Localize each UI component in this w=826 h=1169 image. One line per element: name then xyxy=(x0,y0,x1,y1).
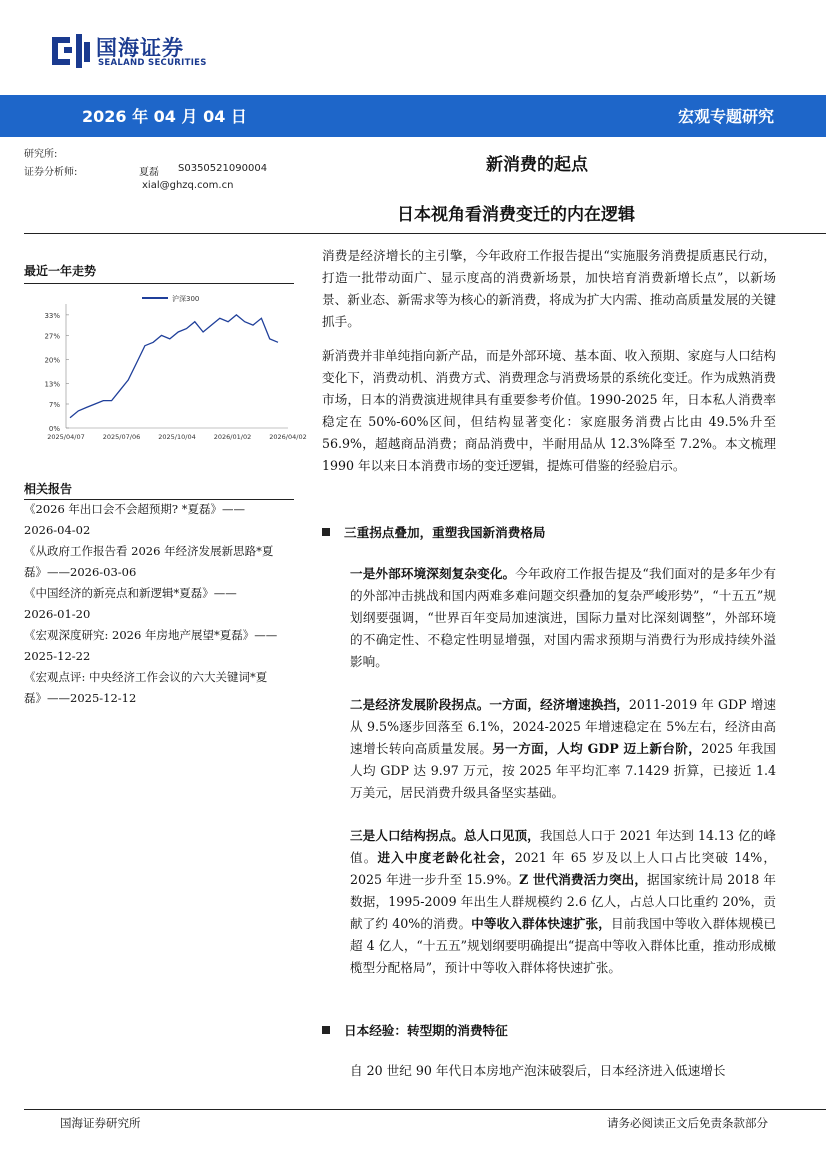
report-category: 宏观专题研究 xyxy=(677,107,774,126)
footer-right: 请务必阅读正文后免责条款部分 xyxy=(607,1116,768,1130)
trend-heading: 最近一年走势 xyxy=(24,264,97,278)
analyst-name: 夏磊 xyxy=(139,167,159,178)
x-tick-label: 2025/04/07 xyxy=(47,433,85,441)
analyst-email[interactable]: xial@ghzq.com.cn xyxy=(142,180,234,191)
paragraph-1: 消费是经济增长的主引擎，今年政府工作报告提出“实施服务消费提质惠民行动，打造一批带动面广、显示度高的消费新场景，加快培育消费新增长点”，以新场景、新业态、新需求等为核心的新消费，将成为扩大内需、推动高质量发展的关键抓手。 xyxy=(322,248,776,329)
paragraph-3-lead: 一是外部环境深刻复杂变化。 xyxy=(350,566,516,581)
report-subtitle: 日本视角看消费变迁的内在逻辑 xyxy=(397,205,635,225)
x-tick-label: 2025/07/06 xyxy=(102,433,141,441)
related-item: 磊》——2025-12-12 xyxy=(24,691,137,705)
footer-divider xyxy=(24,1109,826,1110)
trend-chart xyxy=(24,288,307,450)
paragraph-2: 新消费并非单纯指向新产品，而是外部环境、基本面、收入预期、家庭与人口结构变化下，消费动机、消费方式、消费理念与消费场景的系统化变迁。作为成熟消费市场，日本的消费演进规律具有重要参考价值。1990-2025 年，日本私人消费率稳定在 50%-60%区间，但结构显著变化：家庭服务消费占比由 49.5%升至 56.9%，超越商品消费；商品消费中，半耐用品从 12.3%降至 7.2%。本文梳理 1990 年以来日本消费市场的变迁逻辑，提炼可借鉴的经验启示。 xyxy=(322,348,776,473)
series-line xyxy=(70,315,278,418)
related-item[interactable]: 《2026 年出口会不会超预期? *夏磊》—— xyxy=(24,502,245,516)
y-tick-label: 13% xyxy=(44,380,60,389)
analyst-label: 证券分析师: xyxy=(24,167,78,178)
legend-label: 沪深300 xyxy=(172,295,200,303)
report-date: 2026 年 04 月 04 日 xyxy=(82,107,247,126)
related-list xyxy=(24,499,296,709)
related-item: 2026-01-20 xyxy=(24,607,91,621)
related-item[interactable]: 《从政府工作报告看 2026 年经济发展新思路*夏 xyxy=(24,544,274,558)
dept-label: 研究所: xyxy=(24,149,58,160)
report-title: 新消费的起点 xyxy=(486,155,588,175)
x-tick-label: 2025/10/04 xyxy=(158,433,196,441)
x-tick-label: 2026/04/02 xyxy=(269,433,307,441)
related-item[interactable]: 《中国经济的新亮点和新逻辑*夏磊》—— xyxy=(24,586,237,600)
y-tick-label: 27% xyxy=(44,332,60,341)
paragraph-5: 三是人口结构拐点。总人口见顶，我国总人口于 2021 年达到 14.13 亿的峰值。进入中度老龄化社会，2021 年 65 岁及以上人口占比突破 14%，2025 年进一步升至 15.9%。Z 世代消费活力突出，据国家统计局 2018 年数据，1995-2009 年出生人群规模约 2.6 亿人，占总人口比重约 20%，贡献了约 40%的消费。中等收入群体快速扩张，目前我国中等收入群体规模已超 4 亿人，“十五五”规划纲要明确提出“提高中等收入群体比重，推动形成橄榄型分配格局”，预计中等收入群体将快速扩张。 xyxy=(350,828,777,975)
paragraph-4-lead: 二是经济发展阶段拐点。一方面，经济增速换挡， xyxy=(350,697,629,712)
trend-divider xyxy=(24,283,294,284)
related-item: 2026-04-02 xyxy=(24,523,91,537)
logo-text-en: SEALAND SECURITIES xyxy=(98,58,207,68)
title-divider xyxy=(24,233,826,234)
y-tick-label: 7% xyxy=(48,401,60,409)
logo-text-cn: 国海证券 xyxy=(96,36,184,60)
paragraph-5-lead: 三是人口结构拐点。总人口见顶， xyxy=(350,828,540,843)
y-tick-label: 33% xyxy=(44,311,60,320)
related-item[interactable]: 《宏观深度研究: 2026 年房地产展望*夏磊》—— xyxy=(24,628,278,642)
related-item: 磊》——2026-03-06 xyxy=(24,565,137,579)
related-heading: 相关报告 xyxy=(24,482,73,496)
section-bullet-icon xyxy=(322,528,330,536)
paragraph-4: 二是经济发展阶段拐点。一方面，经济增速换挡，2011-2019 年 GDP 增速从 9.5%逐步回落至 6.1%，2024-2025 年增速稳定在 5%左右，经济由高速增长转向高质量发展。另一方面，人均 GDP 迈上新台阶，2025 年我国人均 GDP 达 9.97 万元，按 2025 年平均汇率 7.1429 折算，已接近 1.4 万美元，居民消费升级具备坚实基础。 xyxy=(350,697,777,800)
x-tick-label: 2026/01/02 xyxy=(213,433,252,441)
analyst-cert: S0350521090004 xyxy=(178,163,268,174)
section-heading-1: 三重拐点叠加，重塑我国新消费格局 xyxy=(322,522,546,541)
y-tick-label: 20% xyxy=(44,356,60,365)
footer-left: 国海证券研究所 xyxy=(60,1116,141,1130)
paragraph-3: 一是外部环境深刻复杂变化。今年政府工作报告提及“我们面对的是多年少有的外部冲击挑战和国内两难多难问题交织叠加的复杂严峻形势”，“十五五”规划纲要强调，“世界百年变局加速演进，国际力量对比深刻调整”，外部环境的不确定性、不稳定性明显增强，对国内需求预期与消费行为形成持续外溢影响。 xyxy=(350,566,776,669)
related-item: 2025-12-22 xyxy=(24,649,91,663)
paragraph-6: 自 20 世纪 90 年代日本房地产泡沫破裂后，日本经济进入低速增长 xyxy=(350,1063,726,1078)
y-tick-label: 0% xyxy=(48,425,60,433)
section-bullet-icon xyxy=(322,1026,330,1034)
sealand-logo-icon xyxy=(52,34,92,68)
related-item[interactable]: 《宏观点评: 中央经济工作会议的六大关键词*夏 xyxy=(24,670,268,684)
section-heading-2: 日本经验：转型期的消费特征 xyxy=(322,1020,508,1039)
